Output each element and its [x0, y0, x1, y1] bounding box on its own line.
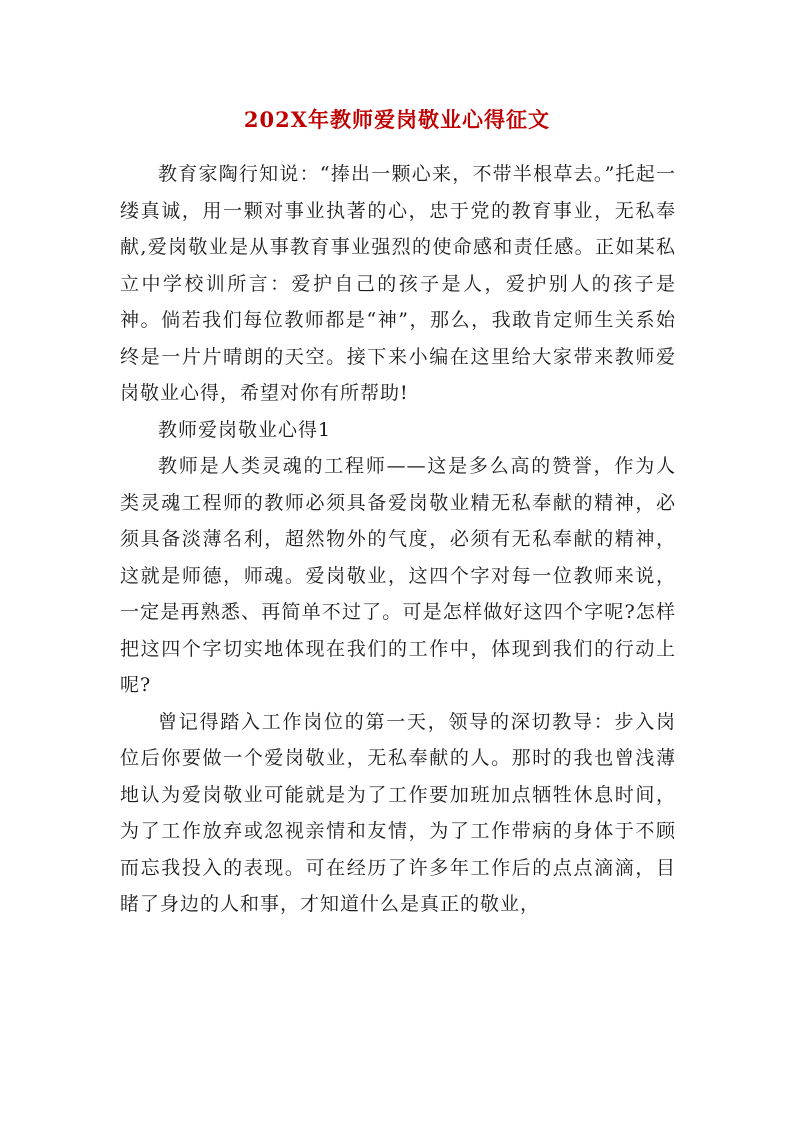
document-body — [120, 156, 676, 923]
document-title: 202X年教师爱岗敬业心得征文 — [243, 107, 551, 132]
body-paragraph: 曾记得踏入工作岗位的第一天，领导的深切教导：步入岗位后你要做一个爱岗敬业，无私奉献的人。那时的我也曾浅薄地认为爱岗敬业可能就是为了工作要加班加点牺牲休息时间，为了工作放弃或忽视亲情和友情，为了工作带病的身体于不顾而忘我投入的表现。可在经历了许多年工作后的点点滴滴，目睹了身边的人和事，才知道什么是真正的敬业， — [120, 710, 676, 915]
body-paragraph: 教师是人类灵魂的工程师——这是多么高的赞誉，作为人类灵魂工程师的教师必须具备爱岗敬业精无私奉献的精神，必须具备淡薄名利，超然物外的气度，必须有无私奉献的精神，这就是师德，师魂。爱岗敬业，这四个字对每一位教师来说，一定是再熟悉、再简单不过了。可是怎样做好这四个字呢?怎样把这四个字切实地体现在我们的工作中，体现到我们的行动上呢? — [120, 455, 676, 696]
section-heading: 教师爱岗敬业心得1 — [158, 418, 332, 441]
intro-paragraph: 教育家陶行知说：“捧出一颗心来，不带半根草去。”托起一缕真诚，用一颗对事业执著的心，忠于党的教育事业，无私奉献,爱岗敬业是从事教育事业强烈的使命感和责任感。正如某私立中学校训所言：爱护自己的孩子是人，爱护别人的孩子是神。倘若我们每位教师都是“神”，那么，我敢肯定师生关系始终是一片片晴朗的天空。接下来小编在这里给大家带来教师爱岗敬业心得，希望对你有所帮助! — [120, 163, 676, 404]
